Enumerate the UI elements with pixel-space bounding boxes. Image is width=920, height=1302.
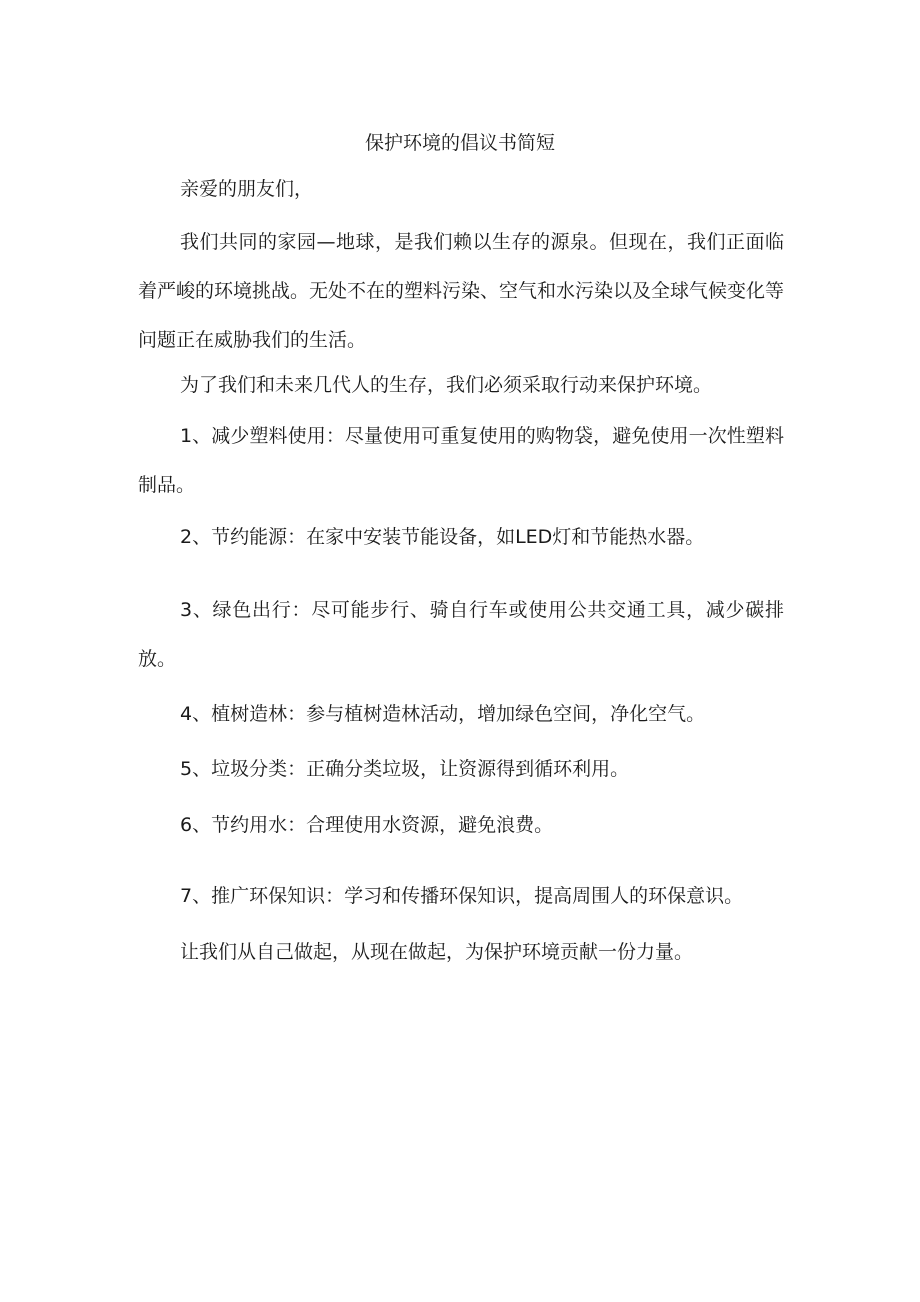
list-item: 5、垃圾分类：正确分类垃圾，让资源得到循环利用。 <box>180 758 630 780</box>
list-item: 6、节约用水：合理使用水资源，避免浪费。 <box>180 814 554 836</box>
list-item: 3、绿色出行：尽可能步行、骑自行车或使用公共交通工具，减少碳排放。 <box>138 599 784 670</box>
document-title: 保护环境的倡议书简短 <box>364 132 555 154</box>
list-item: 4、植树造林：参与植树造林活动，增加绿色空间，净化空气。 <box>180 703 706 725</box>
list-item: 2、节约能源：在家中安装节能设备，如LED灯和节能热水器。 <box>180 526 705 548</box>
paragraph-call-to-action: 为了我们和未来几代人的生存，我们必须采取行动来保护环境。 <box>180 374 713 396</box>
paragraph-intro: 我们共同的家园—地球，是我们赖以生存的源泉。但现在，我们正面临着严峻的环境挑战。无处不在的塑料污染、空气和水污染以及全球气候变化等问题正在威胁我们的生活。 <box>138 231 785 351</box>
greeting: 亲爱的朋友们， <box>180 178 314 200</box>
closing-paragraph: 让我们从自己做起，从现在做起，为保护环境贡献一份力量。 <box>180 941 694 963</box>
list-item: 1、减少塑料使用：尽量使用可重复使用的购物袋，避免使用一次性塑料制品。 <box>138 425 784 496</box>
list-item: 7、推广环保知识：学习和传播环保知识，提高周围人的环保意识。 <box>180 885 744 907</box>
